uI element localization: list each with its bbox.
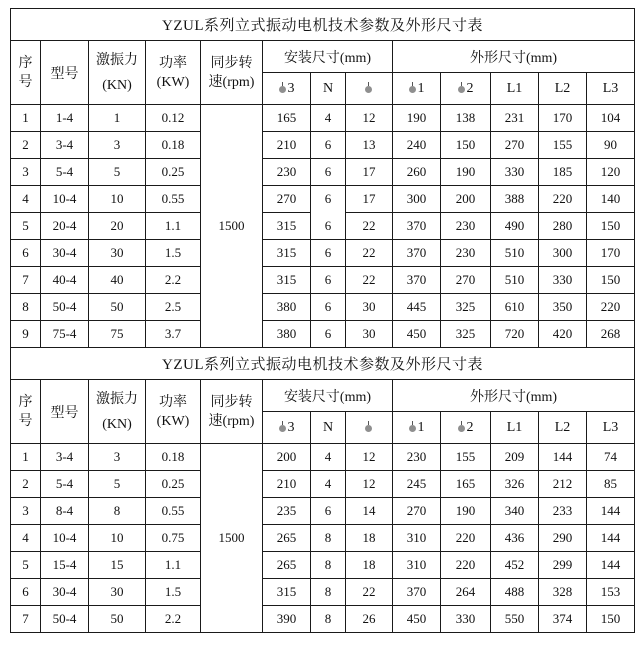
cell-serial: 1 [11, 105, 41, 132]
cell-phi: 18 [346, 525, 393, 552]
cell-power: 1.1 [146, 552, 201, 579]
cell-phi2: 150 [441, 132, 491, 159]
cell-force: 40 [89, 267, 146, 294]
header-l3: L3 [587, 73, 635, 105]
cell-phi2: 190 [441, 498, 491, 525]
cell-l3: 74 [587, 444, 635, 471]
cell-phi2: 264 [441, 579, 491, 606]
cell-phi: 12 [346, 471, 393, 498]
cell-phi3: 210 [263, 471, 311, 498]
cell-phi3: 265 [263, 525, 311, 552]
motor-spec-table-2 [10, 347, 635, 633]
cell-power: 0.25 [146, 159, 201, 186]
cell-power: 0.12 [146, 105, 201, 132]
table-row [11, 240, 635, 267]
cell-phi1: 240 [393, 132, 441, 159]
header-sync-speed: 同步转 速(rpm) [201, 41, 263, 105]
cell-serial: 8 [11, 294, 41, 321]
header-serial-no: 序 号 [11, 41, 41, 105]
header-n: N [311, 412, 346, 444]
cell-n: 6 [311, 159, 346, 186]
cell-force: 30 [89, 579, 146, 606]
cell-phi1: 450 [393, 321, 441, 348]
cell-l3: 150 [587, 267, 635, 294]
header-l1: L1 [491, 73, 539, 105]
cell-force: 10 [89, 186, 146, 213]
table-row [11, 186, 635, 213]
cell-phi1: 310 [393, 525, 441, 552]
table-row [11, 606, 635, 633]
phi-icon [365, 421, 373, 432]
cell-phi2: 325 [441, 321, 491, 348]
phi-icon [365, 82, 373, 93]
header-n: N [311, 73, 346, 105]
cell-phi3: 315 [263, 267, 311, 294]
cell-model: 5-4 [41, 159, 89, 186]
cell-l3: 150 [587, 606, 635, 633]
cell-serial: 5 [11, 213, 41, 240]
cell-phi: 22 [346, 240, 393, 267]
cell-l3: 170 [587, 240, 635, 267]
phi-icon [279, 82, 287, 93]
cell-serial: 2 [11, 132, 41, 159]
cell-l3: 144 [587, 552, 635, 579]
header-l2: L2 [539, 412, 587, 444]
cell-model: 40-4 [41, 267, 89, 294]
cell-phi3: 165 [263, 105, 311, 132]
cell-l2: 374 [539, 606, 587, 633]
cell-l3: 120 [587, 159, 635, 186]
header-install-dims-group: 安装尺寸(mm) [263, 41, 393, 73]
cell-force: 20 [89, 213, 146, 240]
cell-n: 4 [311, 444, 346, 471]
cell-l2: 144 [539, 444, 587, 471]
cell-phi: 22 [346, 213, 393, 240]
cell-n: 6 [311, 321, 346, 348]
cell-model: 3-4 [41, 132, 89, 159]
cell-phi2: 230 [441, 213, 491, 240]
phi-icon [279, 421, 287, 432]
cell-power: 0.25 [146, 471, 201, 498]
cell-phi: 18 [346, 552, 393, 579]
cell-l2: 330 [539, 267, 587, 294]
cell-phi: 30 [346, 321, 393, 348]
cell-l3: 85 [587, 471, 635, 498]
header-phi [346, 73, 393, 105]
cell-serial: 6 [11, 579, 41, 606]
cell-model: 50-4 [41, 606, 89, 633]
cell-serial: 9 [11, 321, 41, 348]
cell-phi1: 445 [393, 294, 441, 321]
cell-phi: 30 [346, 294, 393, 321]
cell-l2: 328 [539, 579, 587, 606]
cell-force: 50 [89, 606, 146, 633]
cell-serial: 2 [11, 471, 41, 498]
cell-force: 3 [89, 444, 146, 471]
table-row [11, 159, 635, 186]
cell-force: 15 [89, 552, 146, 579]
cell-model: 30-4 [41, 579, 89, 606]
cell-l1: 330 [491, 159, 539, 186]
cell-phi3: 200 [263, 444, 311, 471]
cell-phi: 22 [346, 579, 393, 606]
cell-serial: 4 [11, 186, 41, 213]
cell-serial: 6 [11, 240, 41, 267]
cell-model: 5-4 [41, 471, 89, 498]
cell-phi1: 370 [393, 213, 441, 240]
cell-phi: 13 [346, 132, 393, 159]
cell-phi1: 245 [393, 471, 441, 498]
cell-phi: 17 [346, 159, 393, 186]
header-phi [346, 412, 393, 444]
cell-n: 4 [311, 471, 346, 498]
cell-force: 8 [89, 498, 146, 525]
cell-power: 0.18 [146, 132, 201, 159]
cell-l1: 340 [491, 498, 539, 525]
cell-power: 0.55 [146, 186, 201, 213]
header-outline-dims-group: 外形尺寸(mm) [393, 380, 635, 412]
cell-force: 30 [89, 240, 146, 267]
header-exciting-force: 激振力 (KN) [89, 380, 146, 444]
header-power: 功率 (KW) [146, 41, 201, 105]
header-label: 3 [287, 80, 295, 96]
cell-phi3: 380 [263, 294, 311, 321]
header-phi2 [441, 73, 491, 105]
cell-phi2: 165 [441, 471, 491, 498]
cell-phi2: 230 [441, 240, 491, 267]
cell-phi2: 155 [441, 444, 491, 471]
cell-n: 8 [311, 525, 346, 552]
cell-l2: 170 [539, 105, 587, 132]
cell-l2: 233 [539, 498, 587, 525]
cell-l1: 436 [491, 525, 539, 552]
header-phi1 [393, 73, 441, 105]
cell-phi: 22 [346, 267, 393, 294]
phi-icon [458, 82, 466, 93]
cell-model: 10-4 [41, 525, 89, 552]
table-row [11, 552, 635, 579]
cell-l1: 488 [491, 579, 539, 606]
cell-power: 1.1 [146, 213, 201, 240]
cell-l2: 212 [539, 471, 587, 498]
cell-n: 6 [311, 186, 346, 213]
cell-power: 1.5 [146, 240, 201, 267]
cell-force: 3 [89, 132, 146, 159]
phi-icon [458, 421, 466, 432]
cell-l3: 153 [587, 579, 635, 606]
cell-l1: 490 [491, 213, 539, 240]
cell-phi3: 380 [263, 321, 311, 348]
cell-phi2: 325 [441, 294, 491, 321]
header-power: 功率 (KW) [146, 380, 201, 444]
cell-l2: 155 [539, 132, 587, 159]
cell-phi2: 190 [441, 159, 491, 186]
cell-n: 6 [311, 498, 346, 525]
cell-force: 5 [89, 159, 146, 186]
cell-l2: 350 [539, 294, 587, 321]
cell-model: 10-4 [41, 186, 89, 213]
cell-l2: 290 [539, 525, 587, 552]
cell-phi3: 390 [263, 606, 311, 633]
header-phi1 [393, 412, 441, 444]
cell-l3: 140 [587, 186, 635, 213]
header-l3: L3 [587, 412, 635, 444]
cell-n: 8 [311, 606, 346, 633]
cell-phi1: 230 [393, 444, 441, 471]
table-row [11, 444, 635, 471]
cell-l3: 268 [587, 321, 635, 348]
header-label: 2 [466, 80, 474, 96]
cell-model: 75-4 [41, 321, 89, 348]
header-phi3 [263, 412, 311, 444]
table-row [11, 321, 635, 348]
header-l2: L2 [539, 73, 587, 105]
cell-serial: 3 [11, 498, 41, 525]
table-row [11, 525, 635, 552]
cell-power: 0.75 [146, 525, 201, 552]
cell-phi3: 265 [263, 552, 311, 579]
cell-l1: 452 [491, 552, 539, 579]
cell-force: 50 [89, 294, 146, 321]
cell-l1: 510 [491, 267, 539, 294]
cell-l3: 144 [587, 525, 635, 552]
cell-n: 4 [311, 105, 346, 132]
cell-serial: 7 [11, 606, 41, 633]
cell-l3: 220 [587, 294, 635, 321]
cell-model: 30-4 [41, 240, 89, 267]
cell-phi2: 200 [441, 186, 491, 213]
cell-power: 0.18 [146, 444, 201, 471]
cell-l1: 326 [491, 471, 539, 498]
cell-phi1: 370 [393, 240, 441, 267]
cell-l1: 388 [491, 186, 539, 213]
header-label: 1 [417, 419, 425, 435]
cell-phi1: 370 [393, 579, 441, 606]
cell-power: 2.2 [146, 267, 201, 294]
cell-l3: 144 [587, 498, 635, 525]
header-exciting-force: 激振力 (KN) [89, 41, 146, 105]
cell-phi3: 270 [263, 186, 311, 213]
cell-phi2: 220 [441, 525, 491, 552]
cell-serial: 7 [11, 267, 41, 294]
cell-phi2: 220 [441, 552, 491, 579]
cell-phi3: 235 [263, 498, 311, 525]
cell-phi1: 310 [393, 552, 441, 579]
table-row [11, 579, 635, 606]
cell-phi3: 210 [263, 132, 311, 159]
cell-phi: 14 [346, 498, 393, 525]
cell-phi1: 370 [393, 267, 441, 294]
cell-n: 6 [311, 267, 346, 294]
cell-n: 8 [311, 552, 346, 579]
cell-l2: 299 [539, 552, 587, 579]
cell-power: 1.5 [146, 579, 201, 606]
cell-l2: 280 [539, 213, 587, 240]
cell-phi3: 315 [263, 579, 311, 606]
table-row [11, 498, 635, 525]
cell-serial: 3 [11, 159, 41, 186]
cell-l1: 270 [491, 132, 539, 159]
cell-phi1: 260 [393, 159, 441, 186]
header-sync-speed: 同步转 速(rpm) [201, 380, 263, 444]
header-model: 型号 [41, 41, 89, 105]
table-title: YZUL系列立式振动电机技术参数及外形尺寸表 [11, 9, 635, 41]
table-row [11, 105, 635, 132]
phi-icon [409, 421, 417, 432]
cell-l3: 150 [587, 213, 635, 240]
cell-n: 6 [311, 240, 346, 267]
cell-n: 6 [311, 213, 346, 240]
cell-model: 3-4 [41, 444, 89, 471]
cell-model: 20-4 [41, 213, 89, 240]
header-outline-dims-group: 外形尺寸(mm) [393, 41, 635, 73]
cell-model: 15-4 [41, 552, 89, 579]
cell-speed: 1500 [201, 444, 263, 633]
cell-power: 3.7 [146, 321, 201, 348]
header-model: 型号 [41, 380, 89, 444]
cell-phi1: 450 [393, 606, 441, 633]
cell-serial: 1 [11, 444, 41, 471]
cell-l2: 220 [539, 186, 587, 213]
header-install-dims-group: 安装尺寸(mm) [263, 380, 393, 412]
cell-force: 5 [89, 471, 146, 498]
cell-phi2: 330 [441, 606, 491, 633]
cell-serial: 4 [11, 525, 41, 552]
cell-l1: 209 [491, 444, 539, 471]
table-row [11, 267, 635, 294]
table-row [11, 132, 635, 159]
cell-phi2: 270 [441, 267, 491, 294]
cell-n: 8 [311, 579, 346, 606]
cell-force: 75 [89, 321, 146, 348]
cell-l1: 610 [491, 294, 539, 321]
header-label: 3 [287, 419, 295, 435]
cell-n: 6 [311, 132, 346, 159]
header-label: 2 [466, 419, 474, 435]
cell-phi: 26 [346, 606, 393, 633]
cell-phi1: 270 [393, 498, 441, 525]
cell-phi2: 138 [441, 105, 491, 132]
cell-n: 6 [311, 294, 346, 321]
header-label: 1 [417, 80, 425, 96]
header-phi2 [441, 412, 491, 444]
cell-phi1: 300 [393, 186, 441, 213]
cell-force: 1 [89, 105, 146, 132]
table-row [11, 471, 635, 498]
cell-phi3: 315 [263, 240, 311, 267]
motor-spec-table-1 [10, 8, 635, 348]
cell-l3: 104 [587, 105, 635, 132]
cell-power: 2.5 [146, 294, 201, 321]
cell-phi1: 190 [393, 105, 441, 132]
header-phi3 [263, 73, 311, 105]
cell-l2: 420 [539, 321, 587, 348]
table-title: YZUL系列立式振动电机技术参数及外形尺寸表 [11, 348, 635, 380]
cell-phi: 12 [346, 105, 393, 132]
cell-l1: 720 [491, 321, 539, 348]
header-serial-no: 序 号 [11, 380, 41, 444]
cell-model: 50-4 [41, 294, 89, 321]
cell-phi: 17 [346, 186, 393, 213]
cell-speed: 1500 [201, 105, 263, 348]
phi-icon [409, 82, 417, 93]
table-row [11, 213, 635, 240]
cell-l1: 510 [491, 240, 539, 267]
cell-phi: 12 [346, 444, 393, 471]
cell-force: 10 [89, 525, 146, 552]
cell-l2: 185 [539, 159, 587, 186]
cell-l2: 300 [539, 240, 587, 267]
cell-l3: 90 [587, 132, 635, 159]
cell-power: 0.55 [146, 498, 201, 525]
cell-phi3: 230 [263, 159, 311, 186]
cell-model: 8-4 [41, 498, 89, 525]
cell-phi3: 315 [263, 213, 311, 240]
cell-l1: 550 [491, 606, 539, 633]
cell-model: 1-4 [41, 105, 89, 132]
cell-power: 2.2 [146, 606, 201, 633]
cell-serial: 5 [11, 552, 41, 579]
cell-l1: 231 [491, 105, 539, 132]
table-row [11, 294, 635, 321]
header-l1: L1 [491, 412, 539, 444]
